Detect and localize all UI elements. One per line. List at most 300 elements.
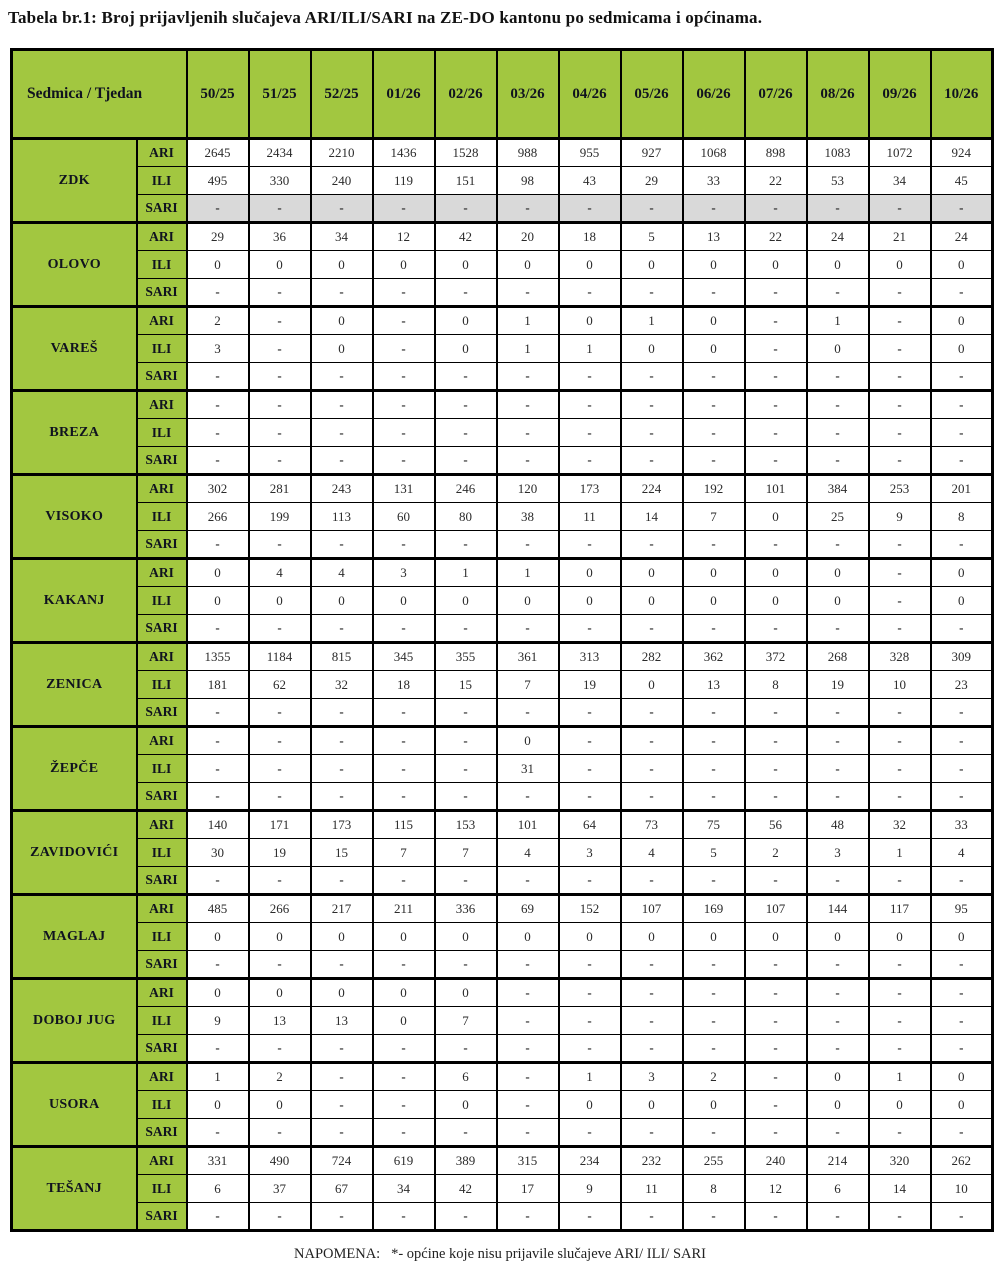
value-cell: -	[745, 1203, 807, 1231]
value-cell: -	[807, 195, 869, 223]
week-header-cell: 03/26	[497, 50, 559, 139]
row-type-cell: ILI	[137, 503, 187, 531]
value-cell: -	[311, 195, 373, 223]
value-cell: 95	[931, 895, 993, 923]
week-header-cell: 10/26	[931, 50, 993, 139]
value-cell: 0	[931, 1063, 993, 1091]
value-cell: 0	[621, 335, 683, 363]
value-cell: -	[869, 279, 931, 307]
value-cell: 19	[559, 671, 621, 699]
value-cell: 1355	[187, 643, 249, 671]
value-cell: -	[931, 783, 993, 811]
value-cell: 0	[187, 979, 249, 1007]
row-type-cell: SARI	[137, 531, 187, 559]
value-cell: 119	[373, 167, 435, 195]
value-cell: -	[807, 391, 869, 419]
table-row	[12, 419, 993, 447]
value-cell: -	[187, 755, 249, 783]
table-header	[12, 50, 993, 139]
value-cell: -	[807, 699, 869, 727]
value-cell: 120	[497, 475, 559, 503]
value-cell: -	[497, 1063, 559, 1091]
value-cell: -	[621, 531, 683, 559]
value-cell: 0	[683, 335, 745, 363]
value-cell: -	[497, 615, 559, 643]
table-row	[12, 1175, 993, 1203]
value-cell: 144	[807, 895, 869, 923]
value-cell: 9	[869, 503, 931, 531]
table-row	[12, 643, 993, 671]
value-cell: -	[683, 979, 745, 1007]
value-cell: -	[249, 699, 311, 727]
value-cell: 181	[187, 671, 249, 699]
value-cell: 201	[931, 475, 993, 503]
value-cell: 0	[311, 251, 373, 279]
value-cell: 232	[621, 1147, 683, 1175]
value-cell: -	[559, 867, 621, 895]
value-cell: -	[311, 783, 373, 811]
value-cell: 24	[931, 223, 993, 251]
value-cell: 281	[249, 475, 311, 503]
value-cell: -	[869, 951, 931, 979]
municipality-cell: KAKANJ	[12, 559, 137, 643]
value-cell: -	[931, 951, 993, 979]
value-cell: 0	[745, 503, 807, 531]
value-cell: 32	[311, 671, 373, 699]
value-cell: 0	[745, 559, 807, 587]
row-type-cell: ARI	[137, 1063, 187, 1091]
value-cell: 1	[807, 307, 869, 335]
value-cell: -	[559, 951, 621, 979]
row-type-cell: SARI	[137, 783, 187, 811]
value-cell: 1072	[869, 139, 931, 167]
value-cell: -	[745, 1091, 807, 1119]
value-cell: -	[373, 531, 435, 559]
value-cell: 0	[559, 587, 621, 615]
table-row	[12, 559, 993, 587]
value-cell: 18	[373, 671, 435, 699]
value-cell: 15	[311, 839, 373, 867]
week-header-cell: 05/26	[621, 50, 683, 139]
value-cell: 11	[559, 503, 621, 531]
value-cell: 217	[311, 895, 373, 923]
value-cell: 0	[683, 587, 745, 615]
value-cell: 0	[249, 923, 311, 951]
value-cell: -	[497, 447, 559, 475]
value-cell: -	[931, 391, 993, 419]
value-cell: 0	[311, 335, 373, 363]
value-cell: -	[683, 783, 745, 811]
week-header-cell: 08/26	[807, 50, 869, 139]
value-cell: -	[807, 755, 869, 783]
value-cell: -	[373, 363, 435, 391]
value-cell: -	[311, 447, 373, 475]
value-cell: -	[435, 783, 497, 811]
value-cell: 7	[435, 839, 497, 867]
value-cell: -	[187, 867, 249, 895]
table-row	[12, 279, 993, 307]
value-cell: -	[621, 279, 683, 307]
row-type-cell: ILI	[137, 1007, 187, 1035]
value-cell: 0	[435, 923, 497, 951]
value-cell: -	[807, 447, 869, 475]
row-type-cell: ILI	[137, 923, 187, 951]
value-cell: -	[249, 307, 311, 335]
value-cell: 0	[249, 587, 311, 615]
table-row	[12, 671, 993, 699]
value-cell: -	[435, 447, 497, 475]
value-cell: 384	[807, 475, 869, 503]
value-cell: 69	[497, 895, 559, 923]
value-cell: -	[683, 279, 745, 307]
value-cell: 0	[745, 251, 807, 279]
value-cell: -	[249, 363, 311, 391]
value-cell: -	[435, 951, 497, 979]
value-cell: -	[435, 419, 497, 447]
value-cell: 64	[559, 811, 621, 839]
value-cell: 240	[745, 1147, 807, 1175]
value-cell: -	[559, 279, 621, 307]
value-cell: 43	[559, 167, 621, 195]
value-cell: 0	[435, 587, 497, 615]
value-cell: -	[435, 363, 497, 391]
value-cell: 619	[373, 1147, 435, 1175]
value-cell: -	[187, 1119, 249, 1147]
value-cell: -	[745, 1119, 807, 1147]
value-cell: -	[559, 1119, 621, 1147]
value-cell: -	[435, 1203, 497, 1231]
value-cell: -	[869, 307, 931, 335]
row-type-cell: ILI	[137, 671, 187, 699]
value-cell: -	[373, 783, 435, 811]
value-cell: -	[807, 727, 869, 755]
week-header-cell: 01/26	[373, 50, 435, 139]
value-cell: -	[621, 1007, 683, 1035]
value-cell: -	[745, 699, 807, 727]
value-cell: -	[931, 531, 993, 559]
row-type-cell: SARI	[137, 195, 187, 223]
value-cell: -	[497, 531, 559, 559]
row-type-cell: ARI	[137, 559, 187, 587]
value-cell: -	[807, 951, 869, 979]
value-cell: 13	[249, 1007, 311, 1035]
value-cell: -	[621, 951, 683, 979]
value-cell: 101	[497, 811, 559, 839]
value-cell: 0	[559, 307, 621, 335]
table-row	[12, 1119, 993, 1147]
value-cell: -	[931, 979, 993, 1007]
value-cell: -	[869, 783, 931, 811]
value-cell: -	[435, 531, 497, 559]
value-cell: 336	[435, 895, 497, 923]
row-type-cell: ILI	[137, 587, 187, 615]
value-cell: 173	[311, 811, 373, 839]
value-cell: 45	[931, 167, 993, 195]
value-cell: 815	[311, 643, 373, 671]
value-cell: -	[869, 979, 931, 1007]
value-cell: 19	[807, 671, 869, 699]
value-cell: -	[249, 447, 311, 475]
table-row	[12, 839, 993, 867]
value-cell: -	[683, 419, 745, 447]
value-cell: -	[869, 587, 931, 615]
value-cell: 171	[249, 811, 311, 839]
week-header-cell: 06/26	[683, 50, 745, 139]
value-cell: 107	[621, 895, 683, 923]
value-cell: 0	[931, 1091, 993, 1119]
page-title: Tabela br.1: Broj prijavljenih slučajeva ARI/ILI/SARI na ZE-DO kantonu po sedmicama i općinama.	[8, 8, 763, 27]
value-cell: 12	[373, 223, 435, 251]
value-cell: 6	[807, 1175, 869, 1203]
value-cell: -	[311, 391, 373, 419]
value-cell: -	[745, 867, 807, 895]
table-row	[12, 391, 993, 419]
table-row	[12, 139, 993, 167]
value-cell: -	[931, 447, 993, 475]
value-cell: -	[621, 391, 683, 419]
value-cell: 2645	[187, 139, 249, 167]
value-cell: 0	[559, 251, 621, 279]
value-cell: -	[373, 615, 435, 643]
table-row	[12, 167, 993, 195]
value-cell: 224	[621, 475, 683, 503]
value-cell: 14	[621, 503, 683, 531]
value-cell: 0	[621, 251, 683, 279]
value-cell: 0	[435, 251, 497, 279]
value-cell: -	[745, 195, 807, 223]
value-cell: -	[435, 727, 497, 755]
value-cell: -	[621, 755, 683, 783]
value-cell: 0	[187, 1091, 249, 1119]
table-row	[12, 951, 993, 979]
value-cell: 211	[373, 895, 435, 923]
value-cell: 42	[435, 223, 497, 251]
value-cell: -	[435, 615, 497, 643]
value-cell: -	[559, 419, 621, 447]
value-cell: -	[931, 755, 993, 783]
value-cell: 0	[621, 671, 683, 699]
value-cell: 0	[621, 559, 683, 587]
value-cell: 13	[311, 1007, 373, 1035]
value-cell: -	[807, 279, 869, 307]
value-cell: 0	[311, 979, 373, 1007]
municipality-cell: ZENICA	[12, 643, 137, 727]
row-type-cell: SARI	[137, 951, 187, 979]
value-cell: 23	[931, 671, 993, 699]
value-cell: -	[869, 1203, 931, 1231]
value-cell: -	[373, 279, 435, 307]
value-cell: -	[311, 615, 373, 643]
value-cell: -	[869, 1007, 931, 1035]
table-row	[12, 923, 993, 951]
value-cell: 246	[435, 475, 497, 503]
ari-ili-sari-table	[10, 48, 994, 1232]
value-cell: 0	[683, 559, 745, 587]
value-cell: -	[249, 419, 311, 447]
value-cell: 36	[249, 223, 311, 251]
value-cell: 214	[807, 1147, 869, 1175]
value-cell: -	[559, 1007, 621, 1035]
value-cell: 3	[807, 839, 869, 867]
value-cell: -	[745, 531, 807, 559]
value-cell: -	[373, 447, 435, 475]
value-cell: 1	[497, 335, 559, 363]
row-type-cell: ARI	[137, 391, 187, 419]
value-cell: -	[869, 727, 931, 755]
value-cell: -	[311, 363, 373, 391]
value-cell: -	[373, 419, 435, 447]
municipality-cell: BREZA	[12, 391, 137, 475]
value-cell: 53	[807, 167, 869, 195]
value-cell: -	[249, 615, 311, 643]
value-cell: -	[249, 867, 311, 895]
value-cell: 243	[311, 475, 373, 503]
value-cell: -	[497, 363, 559, 391]
value-cell: -	[187, 447, 249, 475]
row-type-cell: ILI	[137, 251, 187, 279]
table-row	[12, 783, 993, 811]
value-cell: -	[497, 1119, 559, 1147]
value-cell: 262	[931, 1147, 993, 1175]
value-cell: -	[373, 1035, 435, 1063]
value-cell: 3	[373, 559, 435, 587]
value-cell: -	[807, 531, 869, 559]
value-cell: 0	[869, 1091, 931, 1119]
value-cell: -	[807, 867, 869, 895]
value-cell: 101	[745, 475, 807, 503]
value-cell: 0	[807, 559, 869, 587]
value-cell: -	[931, 1119, 993, 1147]
value-cell: 0	[373, 1007, 435, 1035]
value-cell: -	[683, 1119, 745, 1147]
value-cell: 75	[683, 811, 745, 839]
value-cell: -	[621, 979, 683, 1007]
value-cell: 7	[373, 839, 435, 867]
value-cell: -	[807, 1203, 869, 1231]
value-cell: 152	[559, 895, 621, 923]
value-cell: 131	[373, 475, 435, 503]
value-cell: -	[249, 783, 311, 811]
value-cell: -	[435, 279, 497, 307]
value-cell: -	[497, 1203, 559, 1231]
value-cell: -	[373, 307, 435, 335]
value-cell: -	[373, 951, 435, 979]
value-cell: 2	[187, 307, 249, 335]
value-cell: -	[931, 867, 993, 895]
value-cell: 19	[249, 839, 311, 867]
value-cell: -	[249, 1119, 311, 1147]
value-cell: 192	[683, 475, 745, 503]
value-cell: -	[931, 1035, 993, 1063]
table-row	[12, 615, 993, 643]
row-type-cell: SARI	[137, 615, 187, 643]
value-cell: -	[683, 727, 745, 755]
value-cell: -	[311, 531, 373, 559]
value-cell: 0	[745, 923, 807, 951]
value-cell: 0	[435, 335, 497, 363]
row-type-cell: ILI	[137, 167, 187, 195]
value-cell: -	[373, 391, 435, 419]
row-type-cell: ARI	[137, 979, 187, 1007]
value-cell: -	[683, 1007, 745, 1035]
value-cell: 2	[249, 1063, 311, 1091]
header-row	[12, 50, 993, 139]
value-cell: -	[745, 783, 807, 811]
value-cell: -	[869, 195, 931, 223]
table-row	[12, 223, 993, 251]
value-cell: 955	[559, 139, 621, 167]
value-cell: 25	[807, 503, 869, 531]
value-cell: -	[311, 279, 373, 307]
value-cell: -	[621, 1035, 683, 1063]
value-cell: -	[249, 335, 311, 363]
value-cell: 22	[745, 223, 807, 251]
value-cell: -	[683, 531, 745, 559]
value-cell: 32	[869, 811, 931, 839]
value-cell: 0	[931, 251, 993, 279]
value-cell: 1528	[435, 139, 497, 167]
value-cell: 11	[621, 1175, 683, 1203]
value-cell: -	[373, 195, 435, 223]
value-cell: 0	[807, 587, 869, 615]
value-cell: -	[559, 1035, 621, 1063]
municipality-cell: TEŠANJ	[12, 1147, 137, 1231]
value-cell: 4	[497, 839, 559, 867]
value-cell: -	[869, 335, 931, 363]
value-cell: 328	[869, 643, 931, 671]
table-row	[12, 979, 993, 1007]
value-cell: 18	[559, 223, 621, 251]
table-row	[12, 755, 993, 783]
week-header-cell: 02/26	[435, 50, 497, 139]
value-cell: -	[187, 363, 249, 391]
value-cell: 1	[869, 839, 931, 867]
value-cell: -	[745, 363, 807, 391]
value-cell: -	[559, 699, 621, 727]
value-cell: 4	[311, 559, 373, 587]
value-cell: -	[497, 279, 559, 307]
value-cell: -	[497, 1091, 559, 1119]
value-cell: -	[497, 979, 559, 1007]
value-cell: -	[187, 531, 249, 559]
value-cell: 0	[311, 587, 373, 615]
value-cell: 1	[559, 335, 621, 363]
week-header-cell: 09/26	[869, 50, 931, 139]
value-cell: 9	[559, 1175, 621, 1203]
value-cell: -	[311, 699, 373, 727]
value-cell: 38	[497, 503, 559, 531]
value-cell: 240	[311, 167, 373, 195]
table-row	[12, 1063, 993, 1091]
row-type-cell: SARI	[137, 699, 187, 727]
value-cell: 15	[435, 671, 497, 699]
value-cell: 372	[745, 643, 807, 671]
value-cell: 988	[497, 139, 559, 167]
row-type-cell: SARI	[137, 867, 187, 895]
value-cell: -	[187, 279, 249, 307]
value-cell: -	[683, 1035, 745, 1063]
value-cell: 7	[435, 1007, 497, 1035]
value-cell: 10	[869, 671, 931, 699]
value-cell: -	[683, 363, 745, 391]
value-cell: 3	[559, 839, 621, 867]
value-cell: -	[435, 1119, 497, 1147]
value-cell: 253	[869, 475, 931, 503]
value-cell: -	[745, 391, 807, 419]
value-cell: 6	[435, 1063, 497, 1091]
row-type-cell: ARI	[137, 1147, 187, 1175]
value-cell: -	[249, 195, 311, 223]
